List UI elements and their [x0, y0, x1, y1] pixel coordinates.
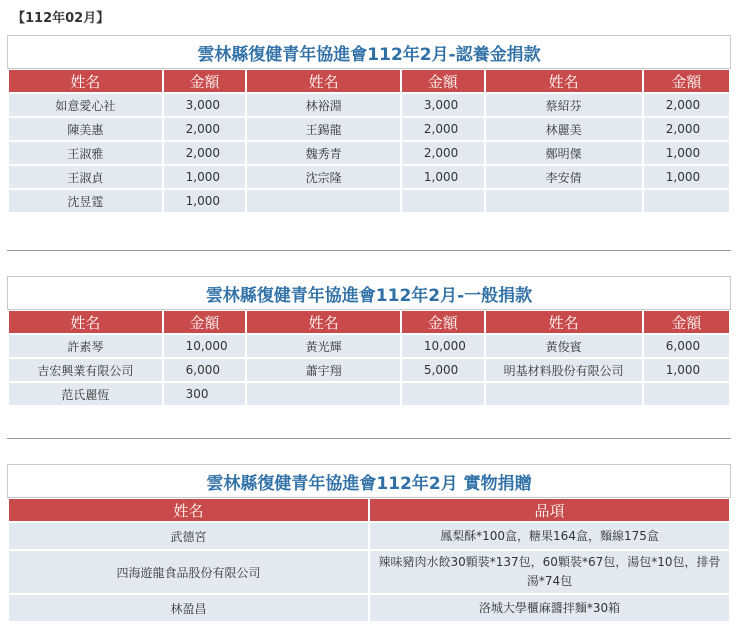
table-row	[9, 383, 729, 405]
table-row	[9, 523, 729, 549]
name-cell: 魏秀青	[247, 142, 400, 164]
name-cell: 明基材料股份有限公司	[486, 359, 642, 381]
name-cell	[486, 190, 642, 212]
amount-cell	[644, 190, 729, 212]
column-header: 品項	[370, 499, 729, 521]
name-cell: 吉宏興業有限公司	[9, 359, 162, 381]
amount-cell: 2,000	[164, 142, 246, 164]
item-cell: 辣味豬肉水餃30顆裝*137包，60顆裝*67包，湯包*10包，排骨湯*74包	[370, 551, 729, 593]
amount-cell	[644, 383, 729, 405]
amount-cell: 1,000	[644, 166, 729, 188]
goods-donation-section	[7, 464, 731, 623]
goods-donation-table	[7, 497, 731, 623]
column-header: 金額	[644, 311, 729, 333]
column-header: 金額	[164, 311, 246, 333]
amount-cell: 5,000	[402, 359, 484, 381]
amount-cell: 6,000	[644, 335, 729, 357]
period-label: 【112年02月】	[12, 11, 110, 26]
amount-cell: 2,000	[402, 118, 484, 140]
column-header: 姓名	[247, 70, 400, 92]
column-header: 金額	[402, 70, 484, 92]
amount-cell	[402, 190, 484, 212]
name-cell: 林盈昌	[9, 595, 368, 621]
name-cell: 陳美惠	[9, 118, 162, 140]
table-row	[9, 335, 729, 357]
name-cell: 蕭宇翔	[247, 359, 400, 381]
table-header-row	[9, 70, 729, 92]
section-divider	[7, 250, 731, 251]
amount-cell: 1,000	[164, 166, 246, 188]
table-row	[9, 166, 729, 188]
column-header: 姓名	[9, 70, 162, 92]
amount-cell: 2,000	[644, 118, 729, 140]
name-cell: 王淑雅	[9, 142, 162, 164]
table-row	[9, 595, 729, 621]
amount-cell: 10,000	[402, 335, 484, 357]
amount-cell: 3,000	[402, 94, 484, 116]
table-header-row	[9, 311, 729, 333]
column-header: 姓名	[486, 311, 642, 333]
name-cell: 沈宗隆	[247, 166, 400, 188]
amount-cell: 1,000	[402, 166, 484, 188]
name-cell: 林裕淵	[247, 94, 400, 116]
section-divider	[7, 438, 731, 439]
goods-donation-title: 雲林縣復健青年協進會112年2月 實物捐贈	[7, 464, 731, 498]
amount-cell: 3,000	[164, 94, 246, 116]
sponsor-donation-section	[7, 35, 731, 214]
column-header: 金額	[164, 70, 246, 92]
amount-cell	[402, 383, 484, 405]
name-cell: 林麗美	[486, 118, 642, 140]
item-cell: 鳳梨酥*100盒，糖果164盒，麵線175盒	[370, 523, 729, 549]
table-header-row	[9, 499, 729, 521]
amount-cell: 1,000	[164, 190, 246, 212]
name-cell: 蔡紹芬	[486, 94, 642, 116]
name-cell: 許素琴	[9, 335, 162, 357]
amount-cell: 1,000	[644, 142, 729, 164]
item-cell: 洛城大學櫃麻醬拌麵*30箱	[370, 595, 729, 621]
name-cell: 黃俊賓	[486, 335, 642, 357]
column-header: 姓名	[9, 311, 162, 333]
name-cell: 李安倩	[486, 166, 642, 188]
column-header: 金額	[644, 70, 729, 92]
name-cell: 沈昱霆	[9, 190, 162, 212]
amount-cell: 2,000	[402, 142, 484, 164]
column-header: 姓名	[9, 499, 368, 521]
sponsor-donation-table	[7, 68, 731, 214]
table-row	[9, 94, 729, 116]
name-cell	[486, 383, 642, 405]
table-row	[9, 142, 729, 164]
table-row	[9, 118, 729, 140]
sponsor-donation-title: 雲林縣復健青年協進會112年2月-認養金捐款	[7, 35, 731, 69]
column-header: 姓名	[247, 311, 400, 333]
name-cell	[247, 383, 400, 405]
general-donation-section	[7, 276, 731, 407]
column-header: 金額	[402, 311, 484, 333]
amount-cell: 2,000	[644, 94, 729, 116]
amount-cell: 300	[164, 383, 246, 405]
table-row	[9, 190, 729, 212]
general-donation-table	[7, 309, 731, 407]
name-cell: 黃光輝	[247, 335, 400, 357]
amount-cell: 2,000	[164, 118, 246, 140]
name-cell	[247, 190, 400, 212]
amount-cell: 6,000	[164, 359, 246, 381]
name-cell: 武德宮	[9, 523, 368, 549]
name-cell: 王淑貞	[9, 166, 162, 188]
name-cell: 王錫龍	[247, 118, 400, 140]
name-cell: 鄭明傑	[486, 142, 642, 164]
name-cell: 范氏麗恆	[9, 383, 162, 405]
table-row	[9, 359, 729, 381]
column-header: 姓名	[486, 70, 642, 92]
amount-cell: 1,000	[644, 359, 729, 381]
name-cell: 四海遊龍食品股份有限公司	[9, 551, 368, 593]
general-donation-title: 雲林縣復健青年協進會112年2月-一般捐款	[7, 276, 731, 310]
name-cell: 如意愛心社	[9, 94, 162, 116]
amount-cell: 10,000	[164, 335, 246, 357]
table-row	[9, 551, 729, 593]
